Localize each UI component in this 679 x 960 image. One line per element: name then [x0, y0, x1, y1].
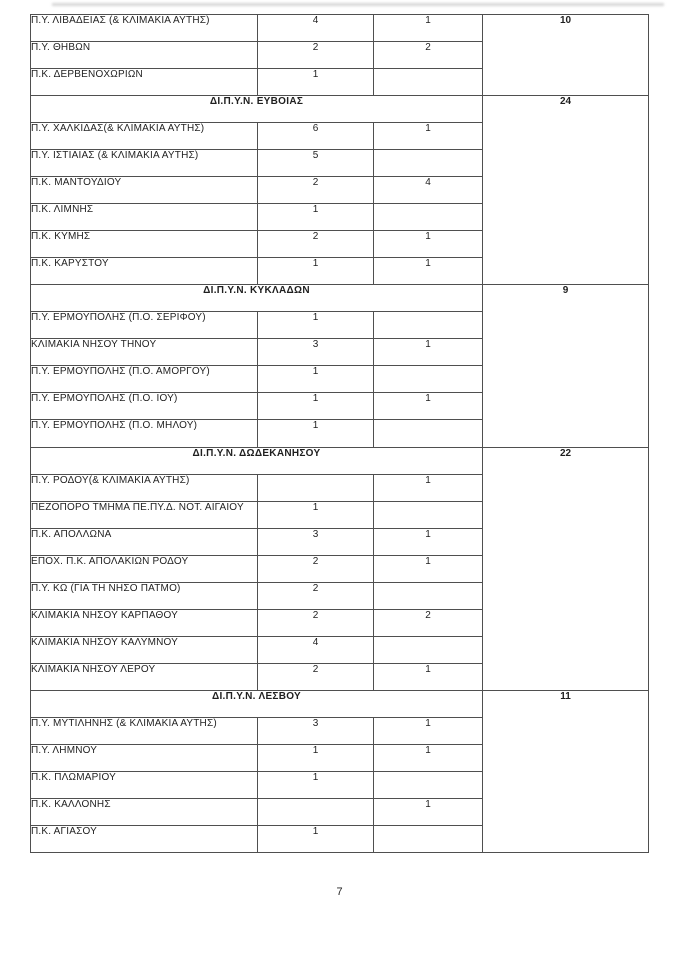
section-total-cell: 10: [483, 15, 649, 96]
count-cell-2: 1: [374, 744, 483, 771]
unit-name-cell: ΚΛΙΜΑΚΙΑ ΝΗΣΟΥ ΛΕΡΟΥ: [31, 663, 258, 690]
count-cell-2: [374, 420, 483, 447]
count-cell-2: [374, 636, 483, 663]
count-cell-2: 4: [374, 177, 483, 204]
count-cell-2: 1: [374, 258, 483, 285]
count-cell-2: 2: [374, 609, 483, 636]
count-cell-1: 1: [258, 501, 374, 528]
count-cell-2: 1: [374, 123, 483, 150]
unit-name-cell: ΠΕΖΟΠΟΡΟ ΤΜΗΜΑ ΠΕ.ΠΥ.Δ. ΝΟΤ. ΑΙΓΑΙΟΥ: [31, 501, 258, 528]
unit-name-cell: ΚΛΙΜΑΚΙΑ ΝΗΣΟΥ ΤΗΝΟΥ: [31, 339, 258, 366]
section-total-cell: 9: [483, 285, 649, 447]
unit-name-cell: Π.Υ. ΚΩ (ΓΙΑ ΤΗ ΝΗΣΟ ΠΑΤΜΟ): [31, 582, 258, 609]
unit-name-cell: Π.Υ. ΕΡΜΟΥΠΟΛΗΣ (Π.Ο. ΜΗΛΟΥ): [31, 420, 258, 447]
unit-name-cell: Π.Κ. ΜΑΝΤΟΥΔΙΟΥ: [31, 177, 258, 204]
count-cell-1: 3: [258, 339, 374, 366]
unit-name-cell: Π.Κ. ΚΑΛΛΟΝΗΣ: [31, 798, 258, 825]
count-cell-2: 1: [374, 15, 483, 42]
section-total-cell: 24: [483, 96, 649, 285]
count-cell-1: 2: [258, 555, 374, 582]
count-cell-2: 1: [374, 393, 483, 420]
unit-name-cell: Π.Κ. ΑΓΙΑΣΟΥ: [31, 825, 258, 852]
count-cell-2: [374, 501, 483, 528]
count-cell-2: [374, 204, 483, 231]
count-cell-2: 1: [374, 798, 483, 825]
count-cell-1: 1: [258, 825, 374, 852]
unit-name-cell: ΕΠΟΧ. Π.Κ. ΑΠΟΛΑΚΙΩΝ ΡΟΔΟΥ: [31, 555, 258, 582]
page-number: 7: [336, 886, 343, 898]
unit-name-cell: Π.Υ. ΡΟΔΟΥ(& ΚΛΙΜΑΚΙΑ ΑΥΤΗΣ): [31, 474, 258, 501]
count-cell-2: [374, 366, 483, 393]
count-cell-2: [374, 582, 483, 609]
section-header-row: [31, 447, 649, 474]
count-cell-1: 1: [258, 312, 374, 339]
count-cell-1: 1: [258, 771, 374, 798]
unit-name-cell: Π.Κ. ΑΠΟΛΛΩΝΑ: [31, 528, 258, 555]
unit-name-cell: Π.Υ. ΕΡΜΟΥΠΟΛΗΣ (Π.Ο. ΑΜΟΡΓΟΥ): [31, 366, 258, 393]
count-cell-1: 3: [258, 528, 374, 555]
section-header: ΔΙ.Π.Υ.Ν. ΚΥΚΛΑΔΩΝ: [31, 285, 483, 312]
count-cell-2: 1: [374, 231, 483, 258]
unit-name-cell: Π.Υ. ΘΗΒΩΝ: [31, 42, 258, 69]
count-cell-1: 1: [258, 204, 374, 231]
count-cell-1: 1: [258, 69, 374, 96]
section-header-row: [31, 96, 649, 123]
count-cell-1: 2: [258, 42, 374, 69]
scan-artifact: [52, 3, 664, 6]
count-cell-1: 3: [258, 717, 374, 744]
fire-units-table: [30, 14, 649, 853]
section-header: ΔΙ.Π.Υ.Ν. ΔΩΔΕΚΑΝΗΣΟΥ: [31, 447, 483, 474]
unit-name-cell: Π.Υ. ΙΣΤΙΑΙΑΣ (& ΚΛΙΜΑΚΙΑ ΑΥΤΗΣ): [31, 150, 258, 177]
unit-name-cell: ΚΛΙΜΑΚΙΑ ΝΗΣΟΥ ΚΑΛΥΜΝΟΥ: [31, 636, 258, 663]
unit-name-cell: Π.Υ. ΜΥΤΙΛΗΝΗΣ (& ΚΛΙΜΑΚΙΑ ΑΥΤΗΣ): [31, 717, 258, 744]
count-cell-1: [258, 474, 374, 501]
section-header: ΔΙ.Π.Υ.Ν. ΕΥΒΟΙΑΣ: [31, 96, 483, 123]
count-cell-1: 2: [258, 231, 374, 258]
count-cell-2: [374, 69, 483, 96]
table-body: [31, 15, 649, 853]
unit-name-cell: Π.Κ. ΛΙΜΝΗΣ: [31, 204, 258, 231]
count-cell-2: [374, 825, 483, 852]
count-cell-2: 2: [374, 42, 483, 69]
count-cell-2: 1: [374, 555, 483, 582]
section-total-cell: 11: [483, 690, 649, 852]
count-cell-1: 5: [258, 150, 374, 177]
count-cell-1: 4: [258, 15, 374, 42]
count-cell-1: 1: [258, 366, 374, 393]
unit-name-cell: Π.Κ. ΚΑΡΥΣΤΟΥ: [31, 258, 258, 285]
unit-name-cell: Π.Κ. ΠΛΩΜΑΡΙΟΥ: [31, 771, 258, 798]
count-cell-1: 2: [258, 177, 374, 204]
count-cell-2: 1: [374, 339, 483, 366]
section-total-cell: 22: [483, 447, 649, 690]
count-cell-2: [374, 312, 483, 339]
unit-name-cell: Π.Υ. ΕΡΜΟΥΠΟΛΗΣ (Π.Ο. ΙΟΥ): [31, 393, 258, 420]
count-cell-1: 4: [258, 636, 374, 663]
unit-name-cell: ΚΛΙΜΑΚΙΑ ΝΗΣΟΥ ΚΑΡΠΑΘΟΥ: [31, 609, 258, 636]
count-cell-1: 6: [258, 123, 374, 150]
count-cell-2: 1: [374, 663, 483, 690]
table-row: [31, 15, 649, 42]
count-cell-1: 1: [258, 393, 374, 420]
unit-name-cell: Π.Υ. ΛΗΜΝΟΥ: [31, 744, 258, 771]
count-cell-2: 1: [374, 528, 483, 555]
unit-name-cell: Π.Υ. ΧΑΛΚΙΔΑΣ(& ΚΛΙΜΑΚΙΑ ΑΥΤΗΣ): [31, 123, 258, 150]
count-cell-1: 2: [258, 582, 374, 609]
count-cell-2: 1: [374, 474, 483, 501]
count-cell-1: 1: [258, 420, 374, 447]
count-cell-1: 1: [258, 744, 374, 771]
section-header-row: [31, 285, 649, 312]
unit-name-cell: Π.Κ. ΚΥΜΗΣ: [31, 231, 258, 258]
count-cell-1: 1: [258, 258, 374, 285]
count-cell-1: 2: [258, 609, 374, 636]
count-cell-1: [258, 798, 374, 825]
count-cell-1: 2: [258, 663, 374, 690]
count-cell-2: [374, 771, 483, 798]
unit-name-cell: Π.Υ. ΛΙΒΑΔΕΙΑΣ (& ΚΛΙΜΑΚΙΑ ΑΥΤΗΣ): [31, 15, 258, 42]
count-cell-2: 1: [374, 717, 483, 744]
unit-name-cell: Π.Κ. ΔΕΡΒΕΝΟΧΩΡΙΩΝ: [31, 69, 258, 96]
section-header-row: [31, 690, 649, 717]
section-header: ΔΙ.Π.Υ.Ν. ΛΕΣΒΟΥ: [31, 690, 483, 717]
count-cell-2: [374, 150, 483, 177]
unit-name-cell: Π.Υ. ΕΡΜΟΥΠΟΛΗΣ (Π.Ο. ΣΕΡΙΦΟΥ): [31, 312, 258, 339]
